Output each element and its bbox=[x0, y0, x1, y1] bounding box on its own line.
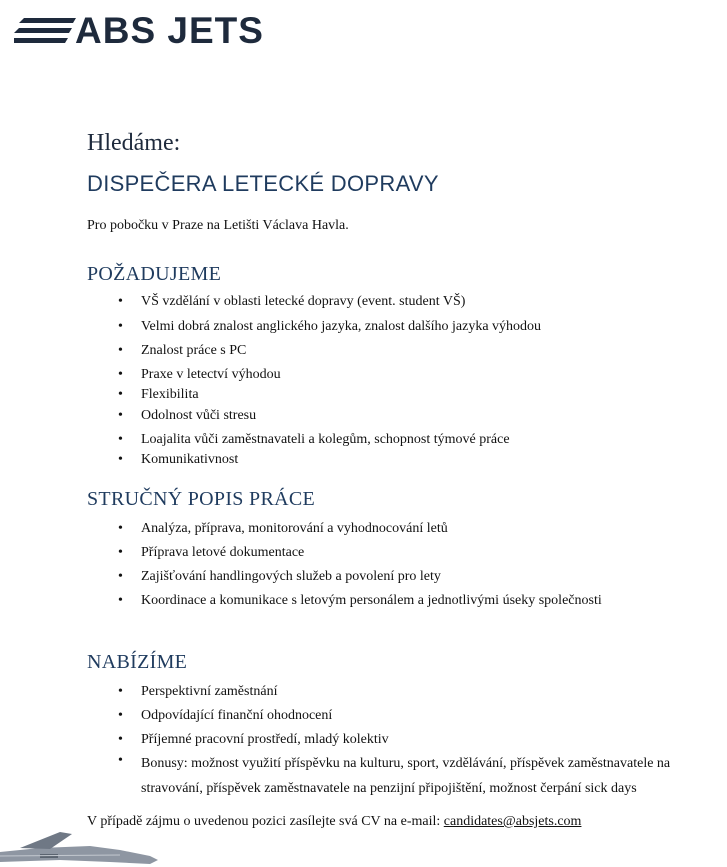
bullet-icon: • bbox=[118, 408, 123, 423]
list-item-text: Bonusy: možnost využití příspěvku na kulturu, sport, vzdělávání, příspěvek zaměstnavatele na stravování, příspěvek zaměstnavatele na penzijní připojištění, možnost čerpání sick days bbox=[141, 756, 671, 796]
airplane-illustration bbox=[0, 822, 160, 867]
list-item-text: Loajalita vůči zaměstnavateli a kolegům, schopnost týmové práce bbox=[141, 432, 510, 447]
bullet-icon: • bbox=[118, 521, 123, 536]
bullet-icon: • bbox=[118, 569, 123, 584]
list-item-text: Praxe v letectví výhodou bbox=[141, 367, 281, 382]
eyebrow-text: Hledáme: bbox=[87, 130, 181, 156]
logo-stripes-icon bbox=[14, 16, 76, 46]
bullet-icon: • bbox=[118, 387, 123, 402]
list-item-text: Koordinace a komunikace s letovým personálem a jednotlivými úseky společnosti bbox=[141, 593, 602, 608]
list-item-text: Perspektivní zaměstnání bbox=[141, 684, 278, 699]
list-item-text: Příjemné pracovní prostředí, mladý kolektiv bbox=[141, 732, 389, 747]
bullet-icon: • bbox=[118, 593, 123, 608]
bullet-icon: • bbox=[118, 343, 123, 358]
section-heading-job-description: STRUČNÝ POPIS PRÁCE bbox=[87, 488, 315, 510]
list-item-text: VŠ vzdělání v oblasti letecké dopravy (event. student VŠ) bbox=[141, 294, 466, 309]
section-heading-requirements: POŽADUJEME bbox=[87, 263, 222, 285]
contact-text: V případě zájmu o uvedenou pozici zasílejte svá CV na e-mail: bbox=[87, 814, 444, 829]
list-item-text: Zajišťování handlingových služeb a povolení pro lety bbox=[141, 569, 441, 584]
bullet-icon: • bbox=[118, 294, 123, 309]
section-heading-offer: NABÍZÍME bbox=[87, 651, 188, 673]
list-item-text: Odolnost vůči stresu bbox=[141, 408, 257, 423]
bullet-icon: • bbox=[118, 684, 123, 699]
list-item-text: Znalost práce s PC bbox=[141, 343, 247, 358]
bullet-icon: • bbox=[118, 545, 123, 560]
bullet-icon: • bbox=[118, 432, 123, 447]
list-item-text: Příprava letové dokumentace bbox=[141, 545, 305, 560]
contact-email-link[interactable]: candidates@absjets.com bbox=[443, 814, 582, 829]
company-logo bbox=[14, 10, 314, 50]
bullet-icon: • bbox=[118, 708, 123, 723]
bullet-icon: • bbox=[118, 367, 123, 382]
list-item-text: Analýza, příprava, monitorování a vyhodnocování letů bbox=[141, 521, 448, 536]
list-item-text: Komunikativnost bbox=[141, 452, 239, 467]
logo-brand-text: ABS JETS bbox=[75, 10, 264, 51]
bullet-icon: • bbox=[118, 732, 123, 747]
list-item-text: Velmi dobrá znalost anglického jazyka, znalost dalšího jazyka výhodou bbox=[141, 319, 542, 334]
bullet-icon: • bbox=[118, 753, 123, 768]
bullet-icon: • bbox=[118, 319, 123, 334]
contact-line bbox=[87, 812, 581, 832]
list-item-text: Odpovídající finanční ohodnocení bbox=[141, 708, 333, 723]
intro-text: Pro pobočku v Praze na Letišti Václava Havla. bbox=[87, 218, 349, 233]
bullet-icon: • bbox=[118, 452, 123, 467]
list-item-text: Flexibilita bbox=[141, 387, 199, 402]
job-title: DISPEČERA LETECKÉ DOPRAVY bbox=[87, 171, 439, 196]
